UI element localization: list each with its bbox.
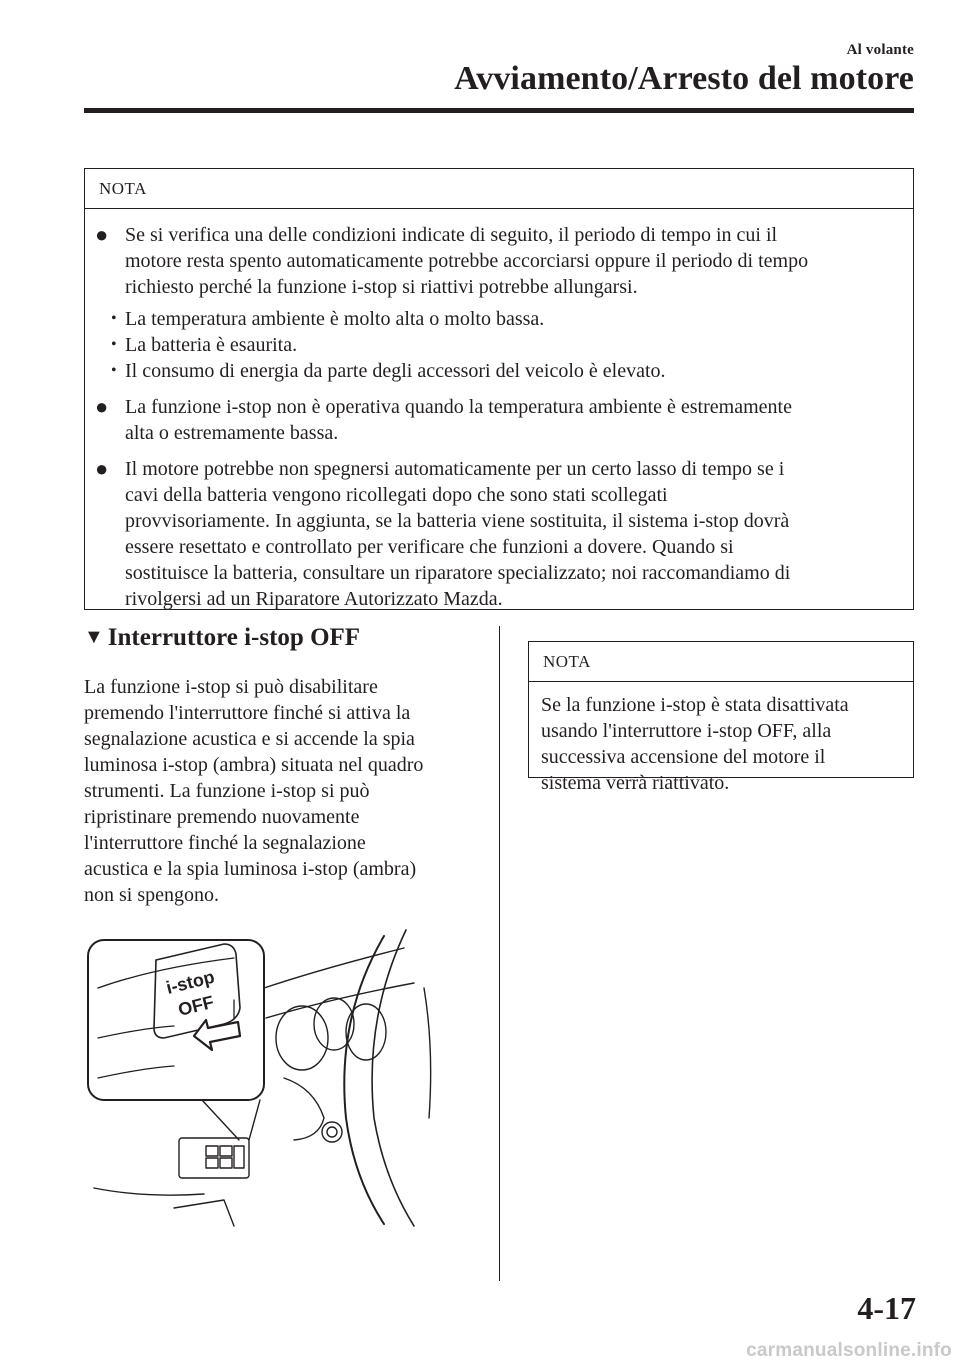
note-subitem-text: La temperatura ambiente è molto alta o molto bassa. [125,308,545,330]
note-line: usando l'interruttore i-stop OFF, alla [541,720,832,742]
steering-wheel-outer [344,936,384,1224]
note-line: alta o estremamente bassa. [125,422,339,444]
note-line: sostituisce la batteria, consultare un riparatore specializzato; noi raccomandiamo di [125,562,791,584]
paragraph-line: premendo l'interruttore finché si attiva la [84,702,411,724]
bullet-icon: ● [95,222,109,247]
column-divider [499,626,500,1281]
note-box-reactivation [528,641,914,794]
gauge-left [276,1006,328,1070]
note-text [541,692,911,796]
section-paragraph [84,674,484,908]
switch [220,1158,232,1168]
note-box-conditions [84,168,914,610]
note-line: Il motore potrebbe non spegnersi automaticamente per un certo lasso di tempo se i [125,458,785,480]
steering-hub [424,988,431,1118]
section-label: Al volante [846,42,914,58]
steering-wheel-inner [372,930,414,1226]
note-line: provvisoriamente. In aggiunta, se la batteria viene sostituita, il sistema i-stop dovrà [125,510,790,532]
switch [206,1146,218,1156]
page-title: Avviamento/Arresto del motore [454,60,914,97]
switch-label-line1: i-stop [164,966,217,998]
paragraph-line: ripristinare premendo nuovamente [84,806,360,828]
bullet-icon: ● [95,394,109,419]
note-line: Se si verifica una delle condizioni indicate di seguito, il periodo di tempo in cui il [125,224,778,246]
note-title: NOTA [529,642,913,682]
note-line: motore resta spento automaticamente potrebbe accorciarsi oppure il periodo di tempo [125,250,809,272]
dashboard-illustration [84,928,464,1228]
sub-bullet-icon: • [111,362,117,379]
ignition-core [327,1127,337,1137]
switch-label-line2: OFF [176,991,216,1020]
note-line: successiva accensione del motore il [541,746,826,768]
paragraph-line: La funzione i-stop si può disabilitare [84,676,378,698]
dash-line [264,948,404,988]
note-subitem [111,358,885,384]
switch [220,1146,232,1156]
sub-bullet-icon: • [111,336,117,353]
note-line: cavi della batteria vengono ricollegati dopo che sono stati scollegati [125,484,668,506]
note-line: richiesto perché la funzione i-stop si riattivi potrebbe allungarsi. [125,276,638,298]
paragraph-line: luminosa i-stop (ambra) situata nel quadro [84,754,424,776]
note-title: NOTA [85,169,913,209]
note-subitem-text: La batteria è esaurita. [125,334,298,356]
note-subitem [111,332,885,358]
note-line: Se la funzione i-stop è stata disattivata [541,694,849,716]
section-heading-text: Interruttore i-stop OFF [107,624,361,651]
switch [206,1158,218,1168]
paragraph-line: non si spengono. [84,884,219,906]
dash-line [266,983,414,1018]
sub-bullet-icon: • [111,310,117,327]
bullet-icon: ● [95,456,109,481]
note-subitem [111,306,885,332]
triangle-marker-icon: ▼ [84,626,104,648]
page-number: 4-17 [857,1290,916,1326]
watermark: carmanualsonline.info [746,1340,952,1361]
paragraph-line: acustica e la spia luminosa i-stop (ambra) [84,858,417,880]
note-bullet-item [95,394,893,446]
note-bullet-item [95,222,893,300]
column-shape [284,1078,324,1140]
paragraph-line: l'interruttore finché la segnalazione [84,832,366,854]
note-line: rivolgersi ad un Riparatore Autorizzato Mazda. [125,588,503,610]
note-line: La funzione i-stop non è operativa quando la temperatura ambiente è estremamente [125,396,792,418]
paragraph-line: segnalazione acustica e si accende la spia [84,728,415,750]
header-rule [84,108,914,113]
note-subitem-text: Il consumo di energia da parte degli accessori del veicolo è elevato. [125,360,666,382]
inset-callout [88,940,264,1100]
section-heading [84,624,360,652]
note-line: sistema verrà riattivato. [541,772,730,794]
ignition-circle [322,1122,342,1142]
note-line: essere resettato e controllato per verificare che funzioni a dovere. Quando si [125,536,734,558]
note-bullet-item [95,456,893,612]
paragraph-line: strumenti. La funzione i-stop si può [84,780,370,802]
switch [234,1146,244,1168]
